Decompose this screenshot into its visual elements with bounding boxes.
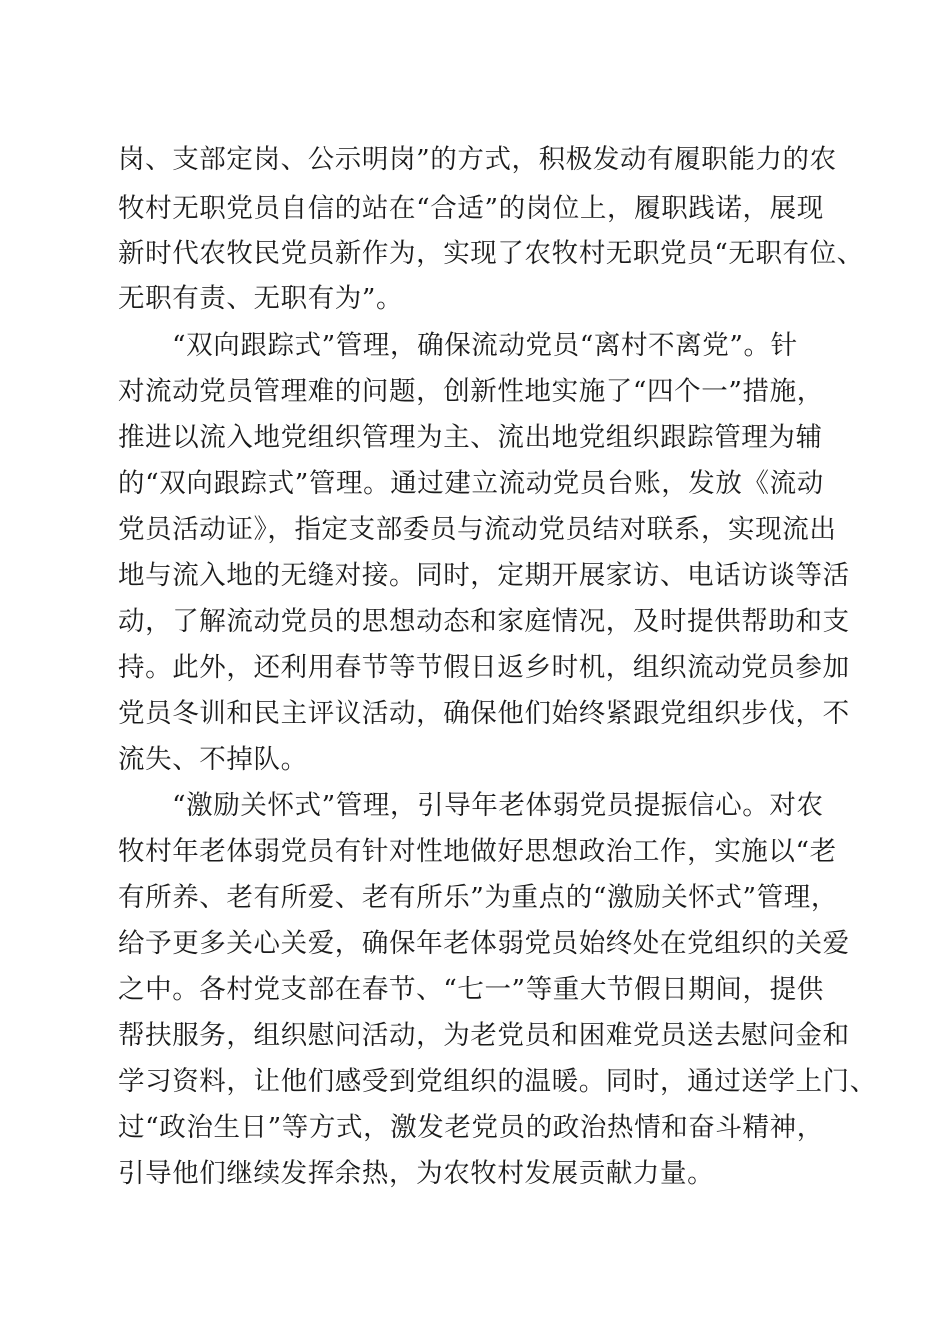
text-line: 无职有责、无职有为”。 [118,283,404,314]
text-line: 新时代农牧民党员新作为，实现了农牧村无职党员“无职有位、 [118,238,864,269]
text-line: 帮扶服务，组织慰问活动，为老党员和困难党员送去慰问金和 [118,1020,850,1051]
text-line: 过“政治生日”等方式，激发老党员的政治热情和奋斗精神， [118,1112,824,1143]
text-line: 对流动党员管理难的问题，创新性地实施了“四个一”措施， [118,376,824,407]
text-line: 有所养、老有所爱、老有所乐”为重点的“激励关怀式”管理， [118,882,838,913]
text-line: 持。此外，还利用春节等节假日返乡时机，组织流动党员参加 [118,652,850,683]
text-line: 党员冬训和民主评议活动，确保他们始终紧跟党组织步伐，不 [118,698,850,729]
text-line: 的“双向跟踪式”管理。通过建立流动党员台账，发放《流动 [118,468,824,499]
paragraph-heading-line: “激励关怀式”管理，引导年老体弱党员提振信心。对农 [172,790,824,821]
text-line: 动，了解流动党员的思想动态和家庭情况，及时提供帮助和支 [118,606,850,637]
text-line: 引导他们继续发挥余热，为农牧村发展贡献力量。 [118,1158,715,1189]
text-line: 牧村年老体弱党员有针对性地做好思想政治工作，实施以“老 [118,836,837,867]
text-line: 给予更多关心关爱，确保年老体弱党员始终处在党组织的关爱 [118,928,850,959]
text-line: 岗、支部定岗、公示明岗”的方式，积极发动有履职能力的农 [118,144,837,175]
text-line: 流失、不掉队。 [118,744,308,775]
paragraph-heading-line: “双向跟踪式”管理，确保流动党员“离村不离党”。针 [172,330,798,361]
text-line: 学习资料，让他们感受到党组织的温暖。同时，通过送学上门、 [118,1066,877,1097]
text-line: 党员活动证》，指定支部委员与流动党员结对联系，实现流出 [118,514,837,545]
text-line: 推进以流入地党组织管理为主、流出地党组织跟踪管理为辅 [118,422,823,453]
text-line: 牧村无职党员自信的站在“合适”的岗位上，履职践诺，展现 [118,193,824,224]
text-line: 之中。各村党支部在春节、“七一”等重大节假日期间，提供 [118,974,824,1005]
text-line: 地与流入地的无缝对接。同时，定期开展家访、电话访谈等活 [118,560,850,591]
